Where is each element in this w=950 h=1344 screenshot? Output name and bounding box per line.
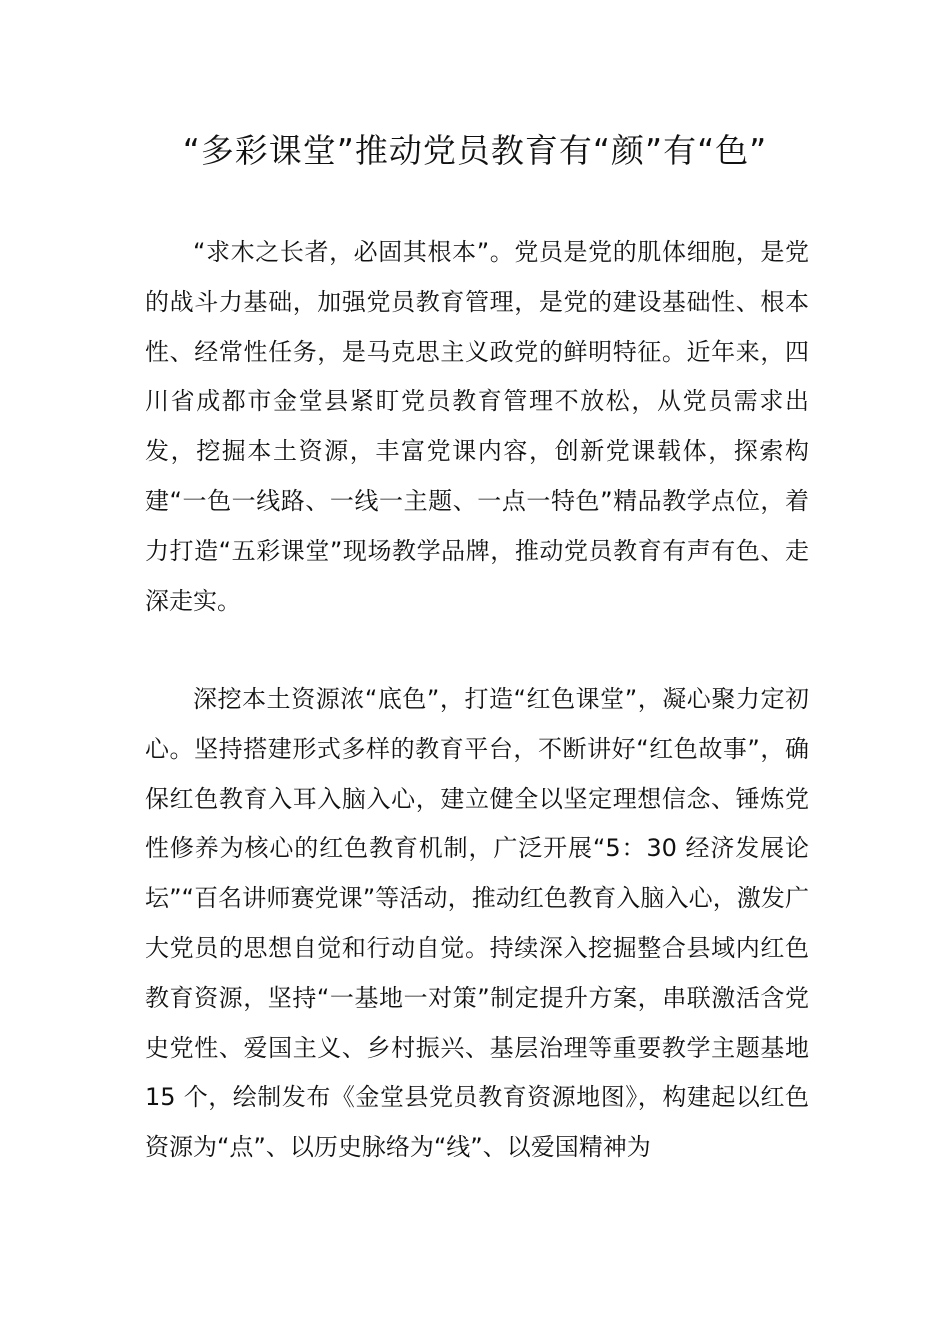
paragraph-intro: “求木之长者，必固其根本”。党员是党的肌体细胞，是党的战斗力基础，加强党员教育管理，是党的建设基础性、根本性、经常性任务，是马克思主义政党的鲜明特征。近年来，四川省成都市金堂县紧盯党员教育管理不放松，从党员需求出发，挖掘本土资源，丰富党课内容，创新党课载体，探索构建“一色一线路、一线一主题、一点一特色”精品教学点位，着力打造“五彩课堂”现场教学品牌，推动党员教育有声有色、走深走实。 bbox=[145, 238, 809, 615]
paragraph-red-classroom: 深挖本土资源浓“底色”，打造“红色课堂”，凝心聚力定初心。坚持搭建形式多样的教育平台，不断讲好“红色故事”，确保红色教育入耳入脑入心，建立健全以坚定理想信念、锤炼党性修养为核心的红色教育机制，广泛开展“5：30 经济发展论坛”“百名讲师赛党课”等活动，推动红色教育入脑入心，激发广大党员的思想自觉和行动自觉。持续深入挖掘整合县域内红色教育资源，坚持“一基地一对策”制定提升方案，串联激活含党史党性、爱国主义、乡村振兴、基层治理等重要教学主题基地 15 个，绘制发布《金堂县党员教育资源地图》，构建起以红色资源为“点”、以历史脉络为“线”、以爱国精神为 bbox=[145, 685, 809, 1162]
document-title: “多彩课堂”推动党员教育有“颜”有“色” bbox=[182, 131, 768, 170]
